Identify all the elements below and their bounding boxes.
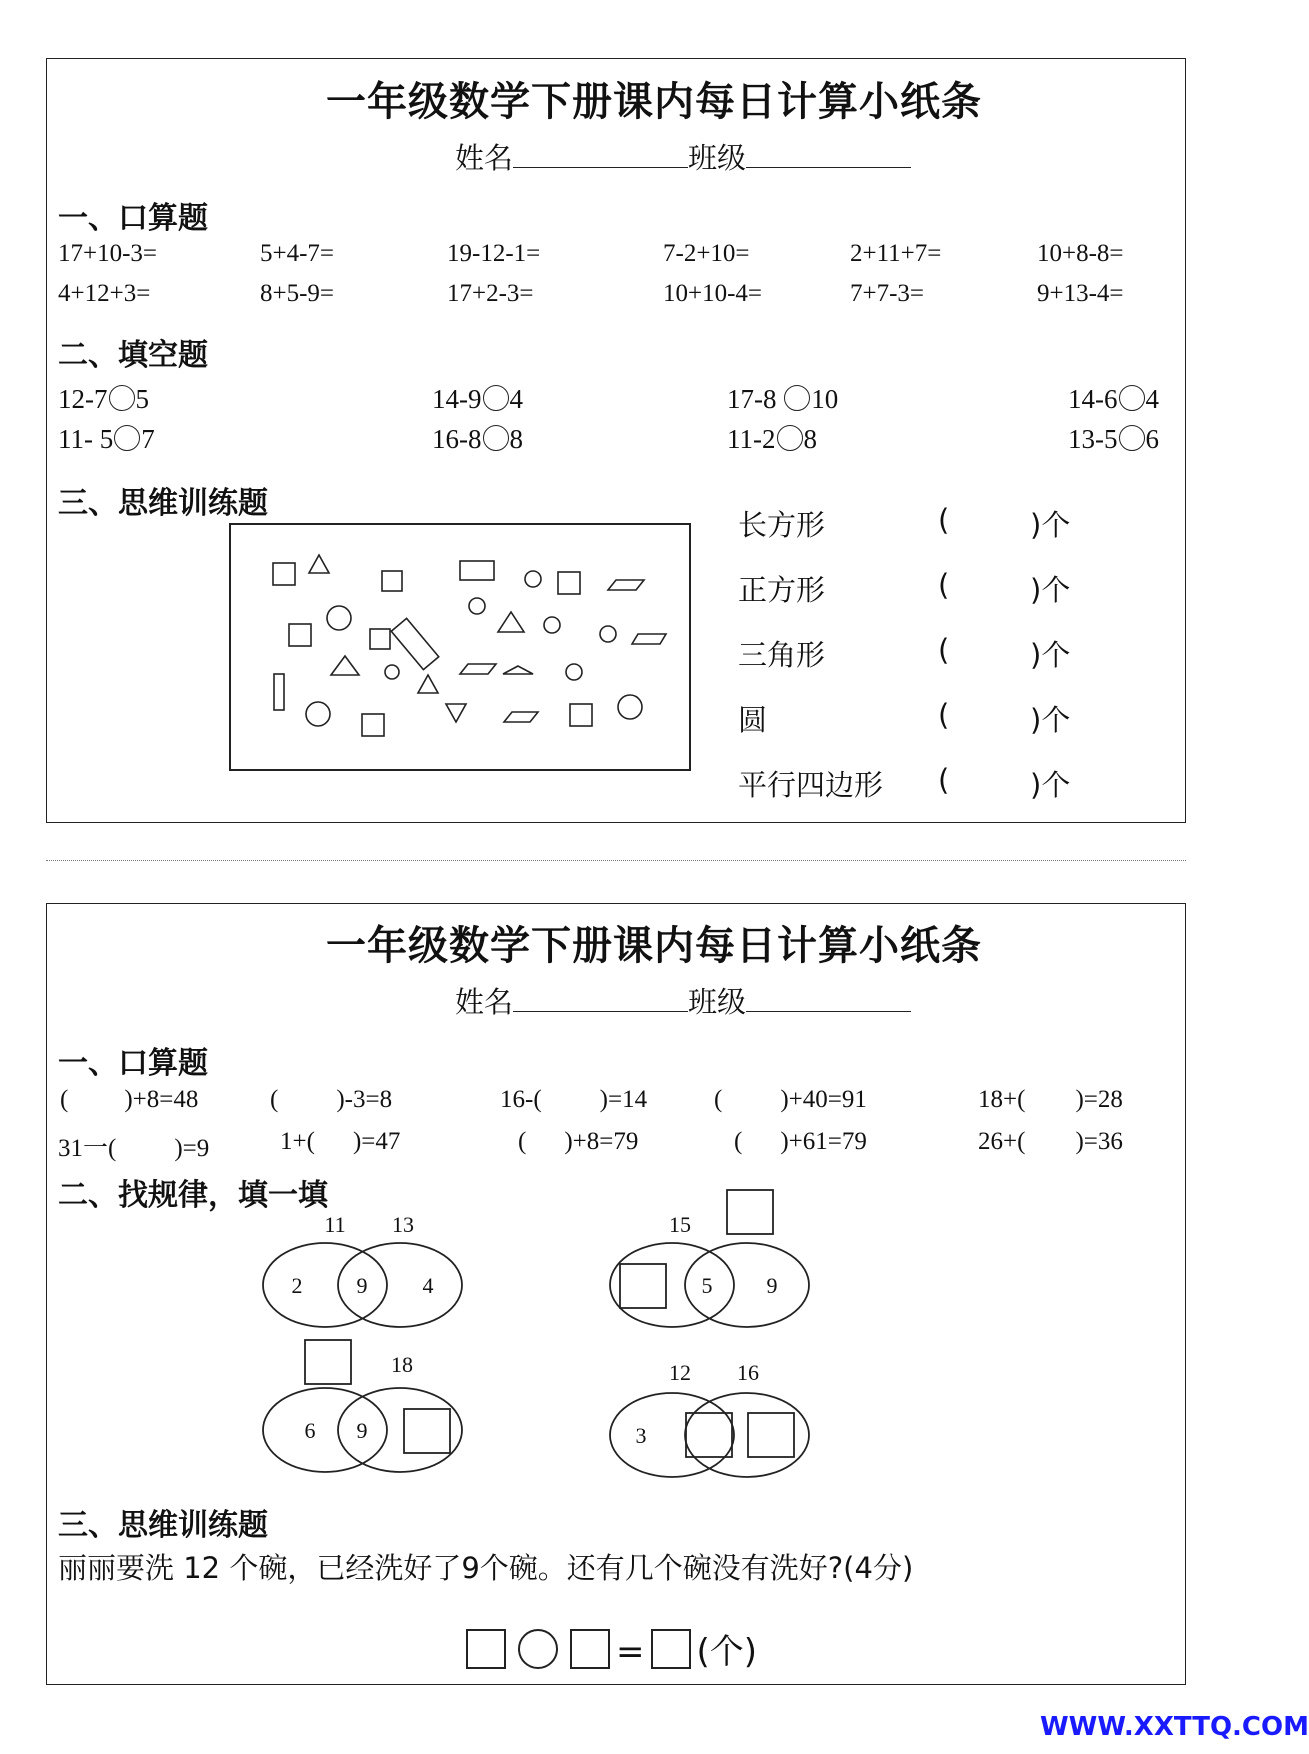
blank-calc-item: ( )+8=48 xyxy=(60,1086,199,1113)
count-row-triangle: 三角形 ( )个 xyxy=(738,633,1071,672)
venn-4-top-left: 12 xyxy=(669,1360,691,1385)
compare-item: 14-9 4 xyxy=(432,384,523,414)
venn-4-left-ellipse xyxy=(610,1393,734,1477)
blank-calc-item: 16-( )=14 xyxy=(500,1086,648,1113)
oral-calc-item: 10+10-4= xyxy=(663,280,763,307)
venn-3-top-right: 18 xyxy=(391,1352,413,1377)
oral-calc-item: 7-2+10= xyxy=(663,240,750,267)
venn-3-center: 9 xyxy=(356,1418,368,1443)
oral-calc-item: 9+13-4= xyxy=(1037,280,1124,307)
venn-4-center-box xyxy=(686,1413,732,1457)
oral-calc-item: 2+11+7= xyxy=(850,240,942,267)
venn-1-right: 4 xyxy=(422,1273,434,1298)
compare-item: 14-6 4 xyxy=(1068,384,1159,414)
venn-2-left-ellipse xyxy=(610,1243,734,1327)
blank-calc-item: 31一( )=9 xyxy=(58,1135,210,1162)
venn-3-left-ellipse xyxy=(263,1388,387,1472)
count-row-parallelogram: 平行四边形 ( )个 xyxy=(738,763,1071,802)
venn-3-top-box xyxy=(305,1340,351,1384)
oral-calc-item: 8+5-9= xyxy=(260,280,335,307)
venn-4-left: 3 xyxy=(635,1423,647,1448)
worksheet-2-title: 一年级数学下册课内每日计算小纸条 xyxy=(326,923,982,969)
ws1-section2-heading: 二、填空题 xyxy=(58,338,208,373)
compare-item: 13-5 6 xyxy=(1068,424,1159,454)
venn-1-top-left: 11 xyxy=(324,1212,346,1237)
venn-2-top-box xyxy=(727,1190,773,1234)
site-watermark: WWW.XXTTQ.COM xyxy=(1040,1712,1309,1742)
blank-calc-item: 26+( )=36 xyxy=(978,1128,1123,1155)
venn-4-top-right: 16 xyxy=(737,1360,759,1385)
venn-3-right-box xyxy=(404,1409,450,1453)
venn-1-center: 9 xyxy=(356,1273,368,1298)
ws1-section3-heading: 三、思维训练题 xyxy=(58,486,268,521)
venn-2-center: 5 xyxy=(701,1273,713,1298)
venn-1-left: 2 xyxy=(291,1273,303,1298)
ws2-section2-heading: 二、找规律，填一填 xyxy=(58,1178,328,1213)
venn-3-left: 6 xyxy=(304,1418,316,1443)
oral-calc-item: 5+4-7= xyxy=(260,240,335,267)
operator-circle[interactable] xyxy=(518,1629,558,1669)
venn-1-top-right: 13 xyxy=(392,1212,414,1237)
compare-item: 11- 5 7 xyxy=(58,424,155,454)
venn-4-right-ellipse xyxy=(685,1393,809,1477)
venn-2-left-box xyxy=(620,1264,666,1308)
venn-1-left-ellipse xyxy=(263,1243,387,1327)
name-label: 姓名 xyxy=(455,985,514,1019)
venn-2-top-left: 15 xyxy=(669,1212,691,1237)
compare-item: 17-8 10 xyxy=(727,384,839,414)
count-row-circle: 圆 ( )个 xyxy=(738,698,1071,737)
blank-calc-item: ( )+8=79 xyxy=(518,1128,639,1155)
blank-calc-item: 18+( )=28 xyxy=(978,1086,1123,1113)
oral-calc-item: 17+10-3= xyxy=(58,240,158,267)
blank-calc-item: ( )+40=91 xyxy=(714,1086,867,1113)
count-row-square: 正方形 ( )个 xyxy=(738,568,1071,607)
compare-item: 11-2 8 xyxy=(727,424,817,454)
compare-item: 16-8 8 xyxy=(432,424,523,454)
ws2-section1-heading: 一、口算题 xyxy=(58,1046,208,1081)
answer-box[interactable] xyxy=(570,1629,610,1669)
count-row-rectangle: 长方形 ( )个 xyxy=(738,503,1071,542)
blank-calc-item: ( )-3=8 xyxy=(270,1086,393,1113)
oral-calc-item: 17+2-3= xyxy=(447,280,534,307)
word-problem: 丽丽要洗 12 个碗，已经洗好了9个碗。还有几个碗没有洗好?(4分) xyxy=(58,1551,914,1585)
blank-calc-item: 1+( )=47 xyxy=(280,1128,401,1155)
compare-item: 12-7 5 xyxy=(58,384,149,414)
ws1-section1-heading: 一、口算题 xyxy=(58,201,208,236)
venn-4-right-box xyxy=(748,1413,794,1457)
blank-calc-item: ( )+61=79 xyxy=(734,1128,867,1155)
answer-box[interactable] xyxy=(466,1629,506,1669)
worksheet-1-title: 一年级数学下册课内每日计算小纸条 xyxy=(326,79,982,125)
oral-calc-item: 10+8-8= xyxy=(1037,240,1124,267)
class-label: 班级 xyxy=(688,985,747,1019)
oral-calc-item: 7+7-3= xyxy=(850,280,925,307)
name-label: 姓名 xyxy=(455,141,514,175)
ws2-section3-heading: 三、思维训练题 xyxy=(58,1508,268,1543)
answer-equation: = (个) xyxy=(460,1624,757,1673)
class-label: 班级 xyxy=(688,141,747,175)
venn-2-right: 9 xyxy=(766,1273,778,1298)
answer-box[interactable] xyxy=(651,1629,691,1669)
oral-calc-item: 19-12-1= xyxy=(447,240,541,267)
oral-calc-item: 4+12+3= xyxy=(58,280,151,307)
